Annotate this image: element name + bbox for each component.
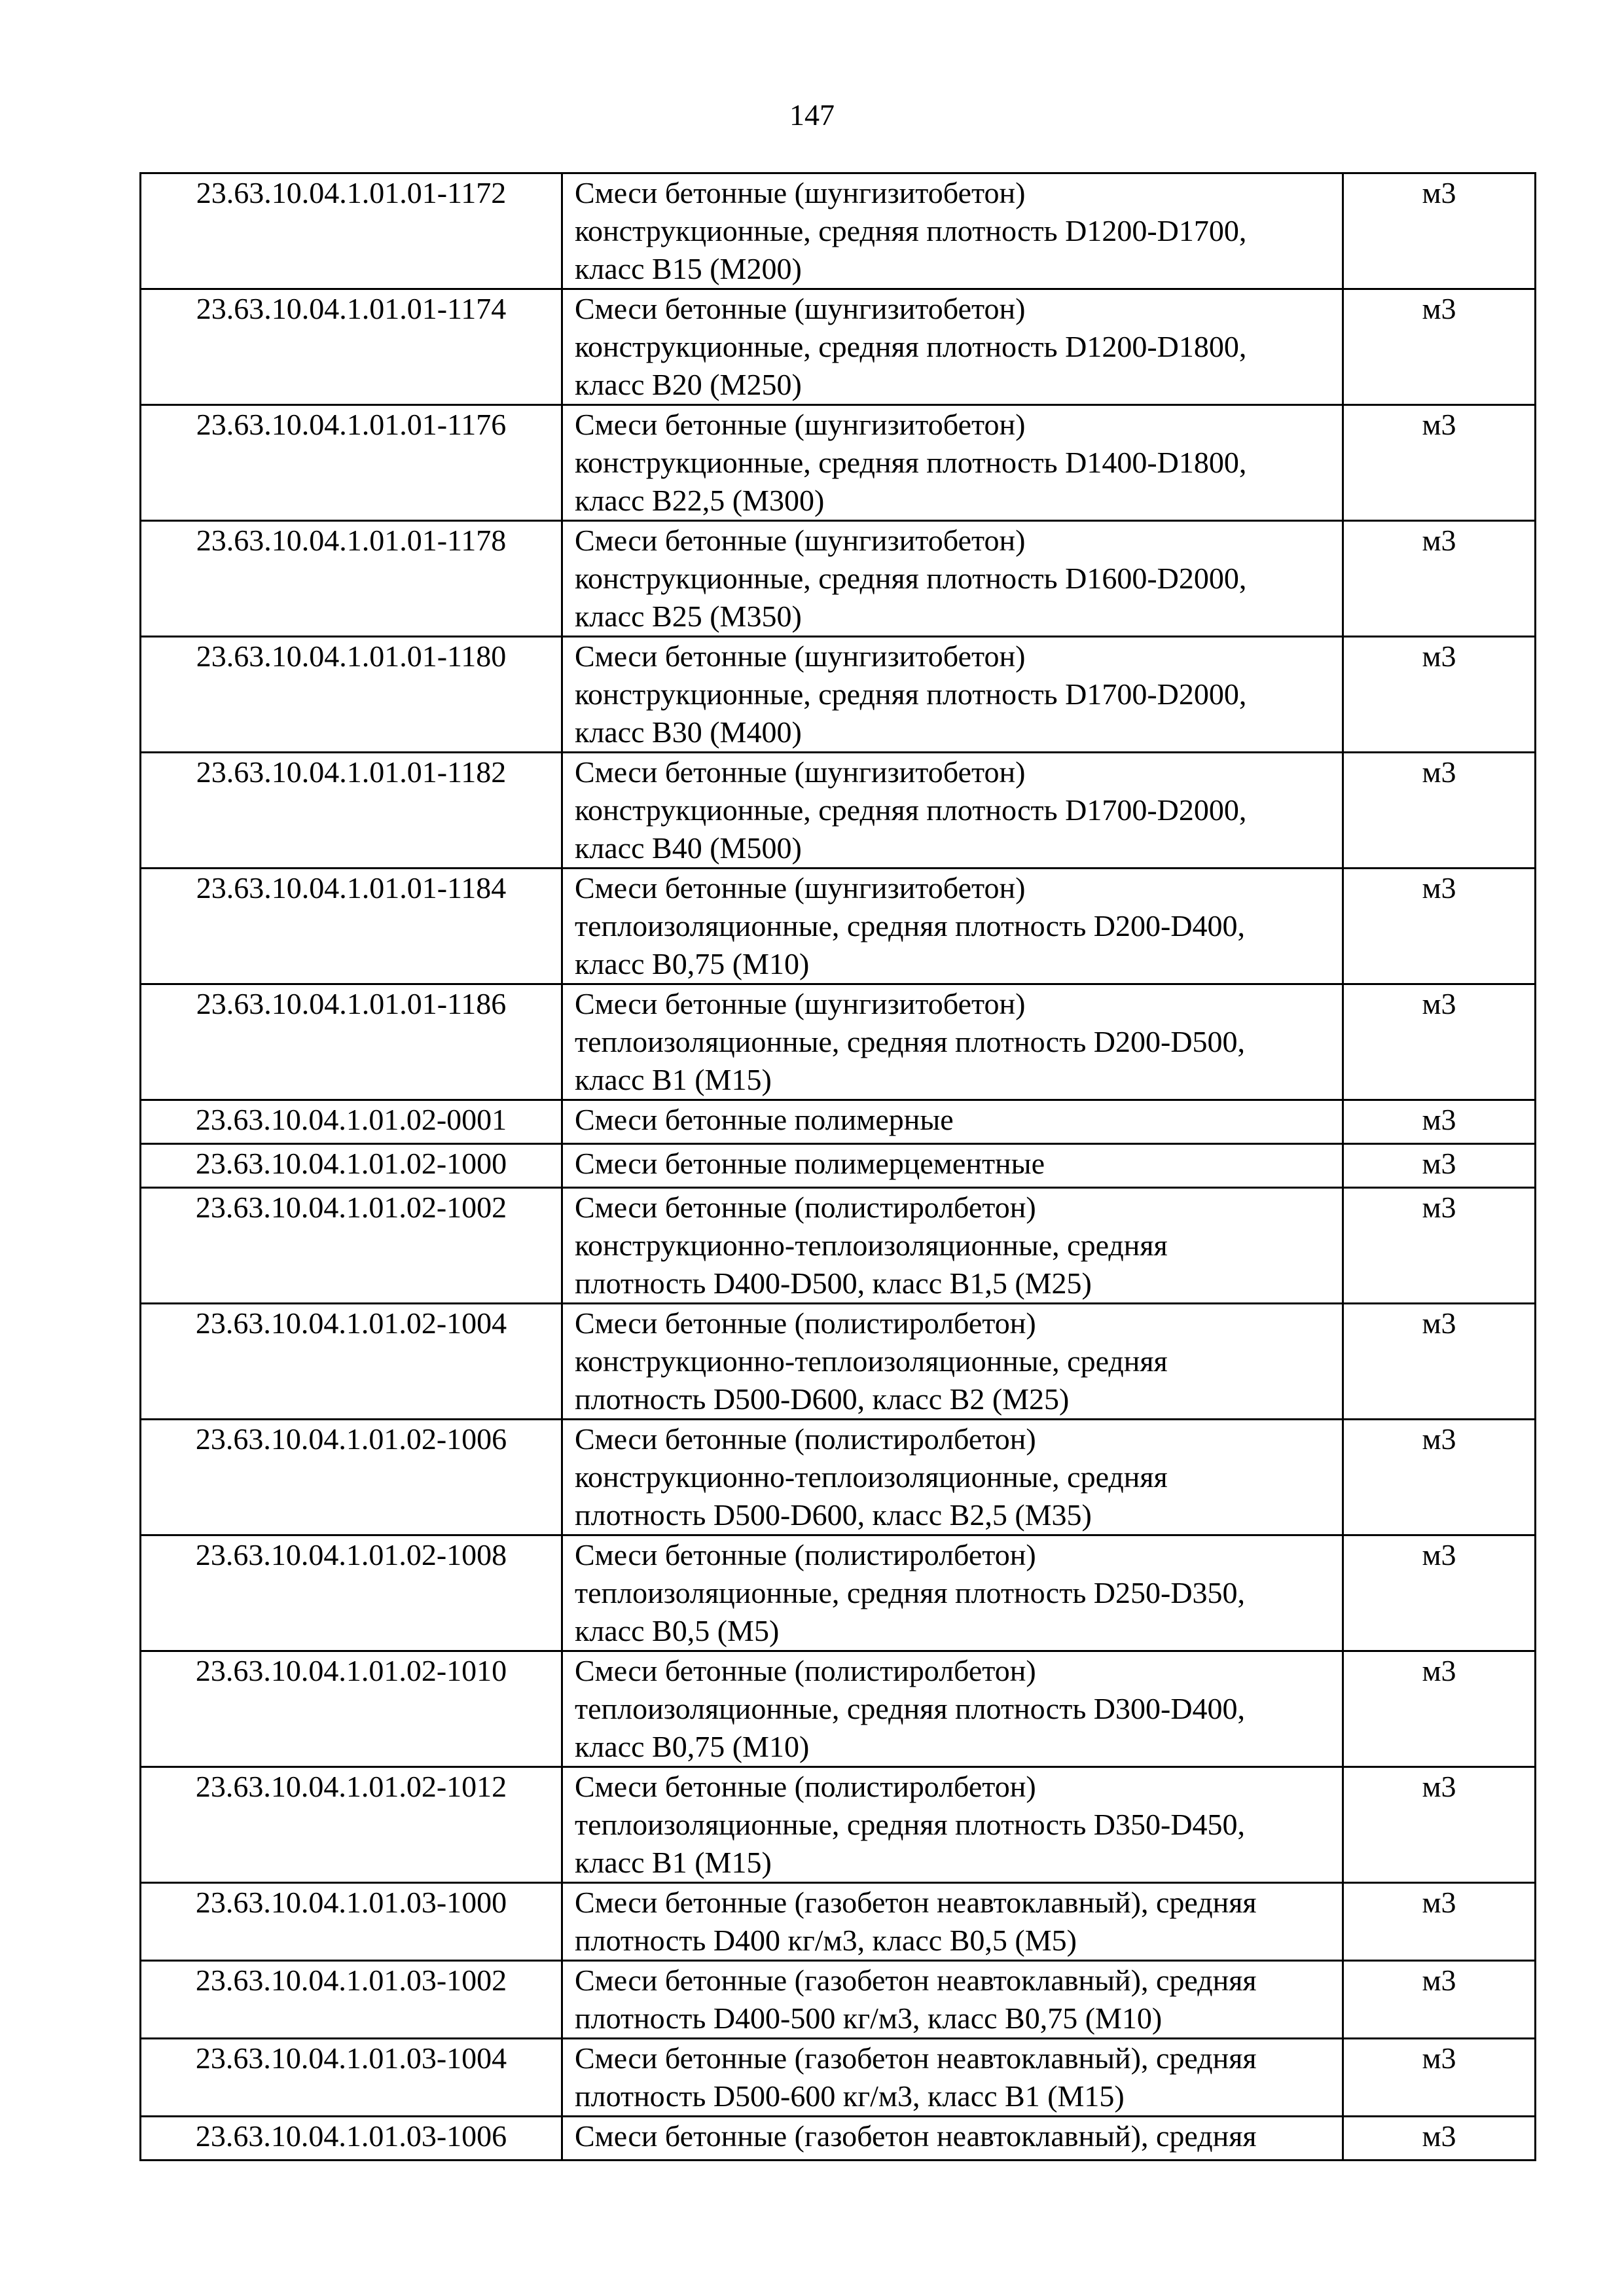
cell-description	[562, 521, 1343, 637]
cell-unit: м3	[1343, 2039, 1536, 2117]
table-row	[141, 1100, 1536, 1144]
cell-code: 23.63.10.04.1.01.01-1182	[141, 753, 562, 869]
cell-unit: м3	[1343, 2117, 1536, 2161]
description-line: теплоизоляционные, средняя плотность D200-D400,	[575, 909, 1246, 942]
cell-unit: м3	[1343, 521, 1536, 637]
table-row	[141, 753, 1536, 869]
description-line: класс В22,5 (М300)	[575, 484, 825, 517]
description-line: класс В30 (М400)	[575, 715, 802, 749]
description-line: конструкционные, средняя плотность D1200-D1700,	[575, 214, 1247, 247]
table-row	[141, 1420, 1536, 1535]
description-line: Смеси бетонные (полистиролбетон)	[575, 1654, 1036, 1687]
cell-unit: м3	[1343, 405, 1536, 521]
table-row	[141, 1304, 1536, 1420]
cell-code: 23.63.10.04.1.01.01-1174	[141, 289, 562, 405]
cell-unit: м3	[1343, 1883, 1536, 1961]
description-line: конструкционные, средняя плотность D1400-D1800,	[575, 446, 1247, 479]
description-line: Смеси бетонные (полистиролбетон)	[575, 1306, 1036, 1340]
cell-description	[562, 1144, 1343, 1188]
description-line: класс В1 (М15)	[575, 1063, 772, 1096]
cell-unit: м3	[1343, 869, 1536, 984]
description-line: Смеси бетонные (шунгизитобетон)	[575, 408, 1026, 441]
cell-code: 23.63.10.04.1.01.02-1010	[141, 1651, 562, 1767]
description-line: Смеси бетонные (газобетон неавтоклавный), средняя	[575, 2041, 1257, 2075]
description-line: класс В15 (М200)	[575, 252, 802, 285]
description-line: Смеси бетонные (шунгизитобетон)	[575, 292, 1026, 325]
cell-code: 23.63.10.04.1.01.02-0001	[141, 1100, 562, 1144]
cell-description	[562, 289, 1343, 405]
description-line: конструкционные, средняя плотность D1700-D2000,	[575, 677, 1247, 711]
cell-unit: м3	[1343, 1304, 1536, 1420]
table-row	[141, 2039, 1536, 2117]
table-row	[141, 2117, 1536, 2161]
cell-code: 23.63.10.04.1.01.01-1172	[141, 173, 562, 289]
description-line: Смеси бетонные (шунгизитобетон)	[575, 871, 1026, 905]
description-line: конструкционные, средняя плотность D1200-D1800,	[575, 330, 1247, 363]
cell-unit: м3	[1343, 1188, 1536, 1304]
cell-description	[562, 1535, 1343, 1651]
table-row	[141, 521, 1536, 637]
cell-unit: м3	[1343, 1144, 1536, 1188]
cell-unit: м3	[1343, 1100, 1536, 1144]
table-row	[141, 173, 1536, 289]
description-line: Смеси бетонные (полистиролбетон)	[575, 1191, 1036, 1224]
table-row	[141, 1651, 1536, 1767]
cell-description	[562, 753, 1343, 869]
description-line: Смеси бетонные (шунгизитобетон)	[575, 639, 1026, 673]
cell-unit: м3	[1343, 289, 1536, 405]
cell-description	[562, 1100, 1343, 1144]
description-line: Смеси бетонные (шунгизитобетон)	[575, 176, 1026, 209]
description-line: Смеси бетонные (газобетон неавтоклавный), средняя	[575, 1964, 1257, 1997]
cell-code: 23.63.10.04.1.01.03-1006	[141, 2117, 562, 2161]
table-row	[141, 637, 1536, 753]
materials-table-body	[141, 173, 1536, 2161]
description-line: Смеси бетонные полимерцементные	[575, 1147, 1045, 1180]
cell-code: 23.63.10.04.1.01.01-1180	[141, 637, 562, 753]
description-line: класс В0,75 (М10)	[575, 1730, 810, 1763]
cell-code: 23.63.10.04.1.01.01-1176	[141, 405, 562, 521]
description-line: конструкционные, средняя плотность D1700-D2000,	[575, 793, 1247, 827]
description-line: плотность D400-500 кг/м3, класс В0,75 (М10)	[575, 2001, 1163, 2035]
description-line: конструкционно-теплоизоляционные, средняя	[575, 1229, 1168, 1262]
description-line: Смеси бетонные (шунгизитобетон)	[575, 987, 1026, 1020]
description-line: плотность D400 кг/м3, класс В0,5 (М5)	[575, 1924, 1077, 1957]
description-line: теплоизоляционные, средняя плотность D350-D450,	[575, 1808, 1246, 1841]
table-row	[141, 984, 1536, 1100]
cell-unit: м3	[1343, 753, 1536, 869]
description-line: конструкционно-теплоизоляционные, средняя	[575, 1344, 1168, 1378]
description-line: класс В20 (М250)	[575, 368, 802, 401]
cell-description	[562, 1651, 1343, 1767]
description-line: плотность D500-600 кг/м3, класс В1 (М15)	[575, 2079, 1125, 2113]
description-line: класс В0,75 (М10)	[575, 947, 810, 980]
cell-description	[562, 869, 1343, 984]
description-line: плотность D500-D600, класс В2 (М25)	[575, 1382, 1070, 1416]
table-row	[141, 869, 1536, 984]
cell-code: 23.63.10.04.1.01.01-1178	[141, 521, 562, 637]
cell-description	[562, 984, 1343, 1100]
cell-unit: м3	[1343, 1961, 1536, 2039]
cell-description	[562, 1304, 1343, 1420]
cell-code: 23.63.10.04.1.01.02-1000	[141, 1144, 562, 1188]
cell-description	[562, 637, 1343, 753]
cell-description	[562, 2117, 1343, 2161]
description-line: Смеси бетонные (газобетон неавтоклавный), средняя	[575, 1886, 1257, 1919]
cell-code: 23.63.10.04.1.01.03-1002	[141, 1961, 562, 2039]
description-line: плотность D400-D500, класс В1,5 (М25)	[575, 1266, 1092, 1300]
description-line: Смеси бетонные (шунгизитобетон)	[575, 755, 1026, 789]
description-line: теплоизоляционные, средняя плотность D200-D500,	[575, 1025, 1246, 1058]
cell-code: 23.63.10.04.1.01.03-1000	[141, 1883, 562, 1961]
description-line: класс В40 (М500)	[575, 831, 802, 865]
cell-description	[562, 1961, 1343, 2039]
description-line: плотность D500-D600, класс В2,5 (М35)	[575, 1498, 1092, 1532]
description-line: класс В25 (М350)	[575, 600, 802, 633]
table-row	[141, 1961, 1536, 2039]
table-row	[141, 1883, 1536, 1961]
description-line: Смеси бетонные (полистиролбетон)	[575, 1422, 1036, 1456]
cell-code: 23.63.10.04.1.01.03-1004	[141, 2039, 562, 2117]
cell-code: 23.63.10.04.1.01.02-1004	[141, 1304, 562, 1420]
cell-description	[562, 1188, 1343, 1304]
cell-code: 23.63.10.04.1.01.02-1002	[141, 1188, 562, 1304]
description-line: класс В0,5 (М5)	[575, 1614, 780, 1647]
description-line: Смеси бетонные полимерные	[575, 1103, 954, 1136]
description-line: Смеси бетонные (шунгизитобетон)	[575, 524, 1026, 557]
cell-description	[562, 1883, 1343, 1961]
materials-table	[139, 172, 1536, 2161]
cell-description	[562, 405, 1343, 521]
cell-code: 23.63.10.04.1.01.02-1008	[141, 1535, 562, 1651]
cell-description	[562, 1420, 1343, 1535]
description-line: конструкционные, средняя плотность D1600-D2000,	[575, 562, 1247, 595]
cell-description	[562, 1767, 1343, 1883]
table-row	[141, 1767, 1536, 1883]
page-number: 147	[789, 98, 835, 132]
cell-description	[562, 173, 1343, 289]
description-line: теплоизоляционные, средняя плотность D250-D350,	[575, 1576, 1246, 1609]
table-row	[141, 405, 1536, 521]
cell-unit: м3	[1343, 1420, 1536, 1535]
description-line: Смеси бетонные (полистиролбетон)	[575, 1770, 1036, 1803]
cell-code: 23.63.10.04.1.01.02-1012	[141, 1767, 562, 1883]
cell-unit: м3	[1343, 637, 1536, 753]
table-row	[141, 1188, 1536, 1304]
table-row	[141, 1535, 1536, 1651]
cell-code: 23.63.10.04.1.01.02-1006	[141, 1420, 562, 1535]
cell-unit: м3	[1343, 1535, 1536, 1651]
cell-code: 23.63.10.04.1.01.01-1184	[141, 869, 562, 984]
description-line: конструкционно-теплоизоляционные, средняя	[575, 1460, 1168, 1494]
cell-unit: м3	[1343, 984, 1536, 1100]
description-line: класс В1 (М15)	[575, 1846, 772, 1879]
cell-description	[562, 2039, 1343, 2117]
description-line: Смеси бетонные (полистиролбетон)	[575, 1538, 1036, 1571]
cell-code: 23.63.10.04.1.01.01-1186	[141, 984, 562, 1100]
description-line: Смеси бетонные (газобетон неавтоклавный), средняя	[575, 2119, 1257, 2153]
cell-unit: м3	[1343, 1651, 1536, 1767]
table-row	[141, 289, 1536, 405]
table-row	[141, 1144, 1536, 1188]
cell-unit: м3	[1343, 1767, 1536, 1883]
cell-unit: м3	[1343, 173, 1536, 289]
description-line: теплоизоляционные, средняя плотность D300-D400,	[575, 1692, 1246, 1725]
